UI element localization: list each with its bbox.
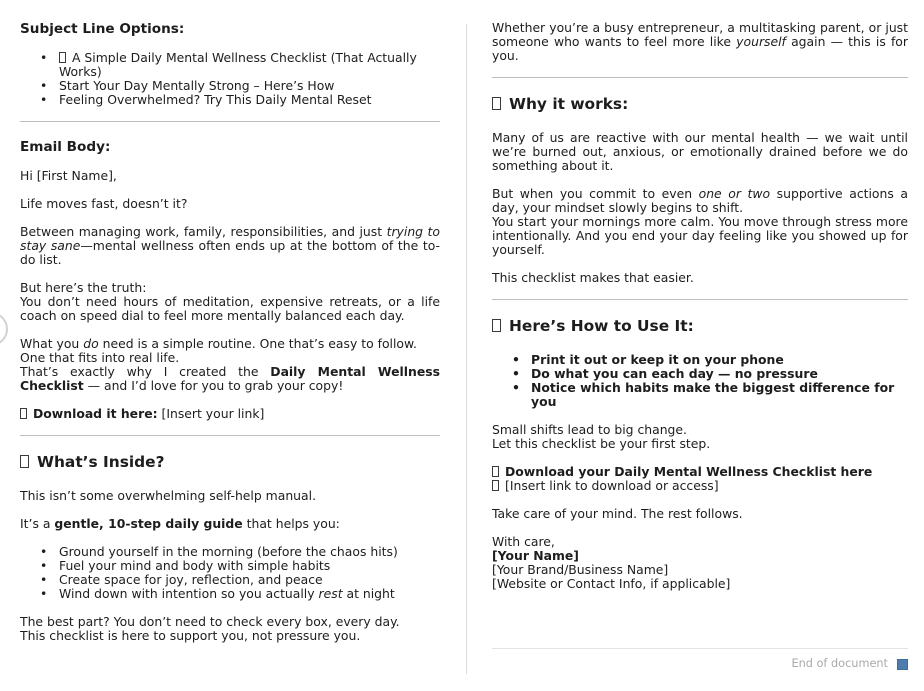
paragraph — [492, 423, 908, 451]
text-run: You don’t need hours of meditation, expensive retreats, or a life coach on speed dial to feel more mentally balanced each day. — [20, 294, 440, 323]
section-divider — [20, 121, 440, 122]
text-run: Fuel your mind and body with simple habits — [59, 558, 331, 573]
bullet-item — [40, 559, 440, 573]
text-run: Daily Mental Wellness Checklist — [20, 364, 441, 393]
text-run: That’s exactly why I created the — [20, 364, 271, 379]
end-of-document-marker-icon — [897, 659, 908, 670]
text-run: [Insert link to download or access] — [505, 478, 719, 493]
text-run: gentle, 10-step daily guide — [54, 516, 243, 531]
text-run: Notice which habits make the biggest difference for you — [531, 380, 895, 409]
text-run: Start Your Day Mentally Strong – Here’s How — [59, 78, 335, 93]
paragraph — [20, 197, 440, 211]
bullet-item — [40, 51, 440, 79]
bullet-item — [512, 381, 908, 409]
text-run: Let this checklist be your first step. — [492, 436, 711, 451]
text-run: It’s a — [20, 516, 55, 531]
paragraph — [20, 225, 440, 267]
text-run: Hi [First Name], — [20, 168, 117, 183]
bullet-list — [492, 353, 908, 409]
bullet-list — [20, 545, 440, 601]
heading-text: What’s Inside? — [37, 453, 165, 471]
heading-text: Why it works: — [509, 95, 629, 113]
text-run: Feeling Overwhelmed? Try This Daily Mental Reset — [59, 92, 372, 107]
text-run: [Insert your link] — [157, 406, 265, 421]
paragraph — [492, 535, 908, 591]
text-run: [Your Name] — [492, 548, 579, 563]
text-run: Many of us are reactive with our mental health — we wait until we’re burned out, anxious, or emotionally drained before we do something about it. — [492, 130, 908, 173]
bullet-item — [40, 545, 440, 559]
text-run: Whether you’re a busy entrepreneur, a multitasking parent, or just someone who wants to feel more like — [492, 20, 908, 49]
text-run: Between managing work, family, responsibilities, and just — [20, 224, 387, 239]
heading-text: Email Body: — [20, 139, 111, 155]
text-run: This checklist is here to support you, not pressure you. — [20, 628, 361, 643]
text-run: [Website or Contact Info, if applicable] — [492, 576, 731, 591]
missing-glyph-box-icon — [59, 52, 66, 63]
text-run: [Your Brand/Business Name] — [492, 562, 669, 577]
right-column — [492, 21, 908, 605]
missing-glyph-box-icon — [492, 466, 499, 477]
text-run: Download your Daily Mental Wellness Checklist here — [505, 464, 873, 479]
text-run: Do what you can each day — no pressure — [531, 366, 818, 381]
text-run: But here’s the truth: — [20, 280, 147, 295]
paragraph — [20, 281, 440, 323]
text-run: Life moves fast, doesn’t it? — [20, 196, 188, 211]
text-run: This checklist makes that easier. — [492, 270, 694, 285]
text-run: — and I’d love for you to grab your copy! — [83, 378, 344, 393]
bullet-item — [40, 79, 440, 93]
text-run: Print it out or keep it on your phone — [531, 352, 784, 367]
text-run: one or two — [698, 186, 771, 201]
text-run: that helps you: — [242, 516, 340, 531]
paragraph — [20, 489, 440, 503]
text-run: What you — [20, 336, 84, 351]
footer-divider — [492, 648, 908, 649]
bullet-item — [512, 367, 908, 381]
missing-glyph-box-icon — [20, 408, 27, 419]
text-run: yourself — [736, 34, 786, 49]
text-run: With care, — [492, 534, 555, 549]
text-run: The best part? You don’t need to check every box, every day. — [20, 614, 400, 629]
text-run: again — this is for you. — [492, 34, 908, 63]
paragraph — [20, 615, 440, 643]
end-of-document-label: End of document — [791, 657, 888, 670]
text-run: —mental wellness often ends up at the bottom of the to-do list. — [20, 238, 441, 267]
text-run: Small shifts lead to big change. — [492, 422, 687, 437]
bullet-list — [20, 51, 440, 107]
text-run: supportive actions a day, your mindset slowly begins to shift. — [492, 186, 908, 215]
text-run: trying to stay sane — [20, 224, 440, 253]
text-run: You start your mornings more calm. You move through stress more intentionally. And you end your day feeling like you showed up for yourself. — [492, 214, 908, 257]
text-run: Ground yourself in the morning (before the chaos hits) — [59, 544, 398, 559]
paragraph — [20, 337, 440, 393]
missing-glyph-box-icon — [492, 319, 501, 332]
paragraph — [20, 517, 440, 531]
left-column — [20, 21, 440, 657]
section-heading — [20, 139, 440, 155]
paragraph — [20, 169, 440, 183]
missing-glyph-box-icon — [20, 455, 29, 468]
section-heading — [20, 21, 440, 37]
missing-glyph-box-icon — [492, 480, 499, 491]
heading-text: Here’s How to Use It: — [509, 317, 694, 335]
paragraph — [492, 271, 908, 285]
section-heading — [492, 95, 908, 113]
text-run: Download it here: — [33, 406, 158, 421]
text-run: rest — [318, 586, 343, 601]
section-divider — [20, 435, 440, 436]
heading-text: Subject Line Options: — [20, 21, 185, 37]
missing-glyph-box-icon — [492, 97, 501, 110]
text-run: Take care of your mind. The rest follows. — [492, 506, 743, 521]
text-run: But when you commit to even — [492, 186, 699, 201]
paragraph — [20, 407, 440, 421]
text-run: do — [83, 336, 99, 351]
text-run: at night — [342, 586, 395, 601]
bullet-item — [512, 353, 908, 367]
text-run: Wind down with intention so you actually — [59, 586, 319, 601]
section-divider — [492, 77, 908, 78]
paragraph — [492, 21, 908, 63]
section-heading — [20, 453, 440, 471]
text-run: A Simple Daily Mental Wellness Checklist (That Actually Works) — [59, 50, 417, 79]
bullet-item — [40, 587, 440, 601]
end-of-document-block — [492, 648, 908, 670]
text-run: This isn’t some overwhelming self-help manual. — [20, 488, 317, 503]
text-run: need is a simple routine. One that’s easy to follow. — [98, 336, 417, 351]
section-heading — [492, 317, 908, 335]
bullet-item — [40, 93, 440, 107]
paragraph — [492, 131, 908, 173]
bullet-item — [40, 573, 440, 587]
page-back-arrow[interactable] — [0, 312, 8, 346]
section-divider — [492, 299, 908, 300]
paragraph — [492, 465, 908, 493]
text-run: Create space for joy, reflection, and peace — [59, 572, 323, 587]
paragraph — [492, 187, 908, 257]
column-divider — [466, 24, 467, 674]
paragraph — [492, 507, 908, 521]
text-run: One that fits into real life. — [20, 350, 180, 365]
